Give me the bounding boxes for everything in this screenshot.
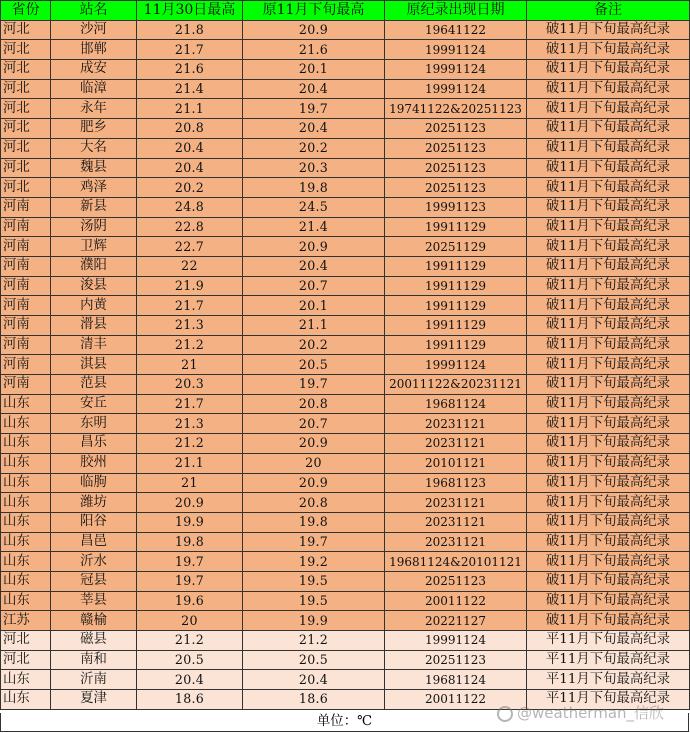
cell-note: 破11月下旬最高纪录: [527, 591, 690, 611]
table-row: [1, 217, 690, 237]
cell-prev-record: 20.3: [243, 158, 385, 178]
cell-record-date: 20251123: [385, 650, 527, 670]
cell-record-date: 19681124: [385, 670, 527, 690]
cell-record-date: 19681124: [385, 394, 527, 414]
cell-record-date: 19991124: [385, 631, 527, 651]
table-row: [1, 394, 690, 414]
cell-prev-record: 19.7: [243, 99, 385, 119]
table-row: [1, 60, 690, 80]
cell-province: 河南: [1, 197, 51, 217]
cell-prev-record: 24.5: [243, 197, 385, 217]
cell-nov30-max: 21.1: [137, 99, 243, 119]
header-row: [1, 1, 690, 21]
cell-record-date: 19991124: [385, 40, 527, 60]
cell-station: 临朐: [51, 473, 137, 493]
table-row: [1, 611, 690, 631]
table-row: [1, 650, 690, 670]
cell-station: 赣榆: [51, 611, 137, 631]
cell-province: 河北: [1, 79, 51, 99]
cell-note: 破11月下旬最高纪录: [527, 217, 690, 237]
cell-station: 东明: [51, 414, 137, 434]
table-row: [1, 79, 690, 99]
cell-station: 清丰: [51, 335, 137, 355]
cell-nov30-max: 20.3: [137, 375, 243, 395]
cell-station: 滑县: [51, 316, 137, 336]
cell-prev-record: 21.1: [243, 316, 385, 336]
cell-nov30-max: 19.8: [137, 532, 243, 552]
cell-station: 冠县: [51, 571, 137, 591]
cell-prev-record: 19.9: [243, 611, 385, 631]
cell-station: 邯郸: [51, 40, 137, 60]
cell-prev-record: 20.9: [243, 473, 385, 493]
cell-note: 破11月下旬最高纪录: [527, 296, 690, 316]
cell-nov30-max: 20.8: [137, 119, 243, 139]
cell-record-date: 20251123: [385, 138, 527, 158]
cell-prev-record: 20.4: [243, 119, 385, 139]
cell-province: 河北: [1, 631, 51, 651]
cell-province: 河南: [1, 256, 51, 276]
cell-province: 河北: [1, 138, 51, 158]
cell-record-date: 20251123: [385, 178, 527, 198]
cell-record-date: 19741122&20251123: [385, 99, 527, 119]
cell-record-date: 20231121: [385, 414, 527, 434]
cell-record-date: 19991124: [385, 79, 527, 99]
cell-prev-record: 20.5: [243, 355, 385, 375]
cell-province: 河南: [1, 316, 51, 336]
table-row: [1, 512, 690, 532]
cell-province: 河南: [1, 276, 51, 296]
cell-note: 破11月下旬最高纪录: [527, 473, 690, 493]
cell-record-date: 19911129: [385, 276, 527, 296]
cell-province: 河北: [1, 60, 51, 80]
table-row: [1, 197, 690, 217]
cell-station: 永年: [51, 99, 137, 119]
cell-prev-record: 20.4: [243, 256, 385, 276]
cell-nov30-max: 22.8: [137, 217, 243, 237]
cell-note: 破11月下旬最高纪录: [527, 99, 690, 119]
cell-nov30-max: 21.2: [137, 631, 243, 651]
cell-record-date: 20011122: [385, 690, 527, 710]
cell-station: 汤阴: [51, 217, 137, 237]
cell-station: 成安: [51, 60, 137, 80]
table-row: [1, 670, 690, 690]
cell-record-date: 20011122&20231121: [385, 375, 527, 395]
cell-prev-record: 18.6: [243, 690, 385, 710]
cell-nov30-max: 21.1: [137, 453, 243, 473]
cell-nov30-max: 21.6: [137, 60, 243, 80]
cell-prev-record: 20.8: [243, 394, 385, 414]
cell-note: 破11月下旬最高纪录: [527, 453, 690, 473]
cell-nov30-max: 20.9: [137, 493, 243, 513]
cell-record-date: 19911129: [385, 335, 527, 355]
col-header-province: 省份: [1, 1, 51, 21]
cell-record-date: 19911129: [385, 296, 527, 316]
cell-station: 新县: [51, 197, 137, 217]
cell-note: 破11月下旬最高纪录: [527, 119, 690, 139]
cell-province: 河南: [1, 335, 51, 355]
cell-province: 山东: [1, 670, 51, 690]
cell-record-date: 19911129: [385, 256, 527, 276]
cell-prev-record: 19.5: [243, 571, 385, 591]
table-row: [1, 355, 690, 375]
table-row: [1, 296, 690, 316]
cell-station: 沂南: [51, 670, 137, 690]
cell-nov30-max: 19.7: [137, 571, 243, 591]
cell-nov30-max: 20.4: [137, 670, 243, 690]
cell-record-date: 20231121: [385, 493, 527, 513]
cell-station: 潍坊: [51, 493, 137, 513]
cell-record-date: 20011122: [385, 591, 527, 611]
cell-record-date: 19681124&20101121: [385, 552, 527, 572]
cell-record-date: 19991124: [385, 60, 527, 80]
cell-province: 河北: [1, 119, 51, 139]
cell-note: 破11月下旬最高纪录: [527, 276, 690, 296]
cell-record-date: 19681123: [385, 473, 527, 493]
cell-station: 安丘: [51, 394, 137, 414]
cell-nov30-max: 20.4: [137, 158, 243, 178]
cell-station: 浚县: [51, 276, 137, 296]
table-row: [1, 532, 690, 552]
cell-station: 夏津: [51, 690, 137, 710]
cell-province: 江苏: [1, 611, 51, 631]
cell-note: 平11月下旬最高纪录: [527, 650, 690, 670]
cell-note: 破11月下旬最高纪录: [527, 316, 690, 336]
cell-prev-record: 20.1: [243, 296, 385, 316]
cell-station: 莘县: [51, 591, 137, 611]
cell-note: 破11月下旬最高纪录: [527, 552, 690, 572]
cell-province: 山东: [1, 473, 51, 493]
cell-note: 破11月下旬最高纪录: [527, 611, 690, 631]
col-header-station: 站名: [51, 1, 137, 21]
cell-nov30-max: 21.2: [137, 434, 243, 454]
cell-note: 平11月下旬最高纪录: [527, 690, 690, 710]
cell-record-date: 20231121: [385, 512, 527, 532]
cell-record-date: 19991123: [385, 197, 527, 217]
cell-prev-record: 20.2: [243, 335, 385, 355]
cell-province: 山东: [1, 591, 51, 611]
table-body: [1, 20, 690, 709]
cell-nov30-max: 18.6: [137, 690, 243, 710]
cell-province: 河北: [1, 650, 51, 670]
cell-note: 破11月下旬最高纪录: [527, 394, 690, 414]
cell-prev-record: 21.4: [243, 217, 385, 237]
cell-record-date: 20231121: [385, 434, 527, 454]
cell-prev-record: 21.2: [243, 631, 385, 651]
cell-record-date: 20251123: [385, 119, 527, 139]
table-row: [1, 335, 690, 355]
cell-note: 破11月下旬最高纪录: [527, 532, 690, 552]
cell-prev-record: 20.4: [243, 670, 385, 690]
cell-nov30-max: 21: [137, 355, 243, 375]
cell-note: 破11月下旬最高纪录: [527, 60, 690, 80]
cell-nov30-max: 24.8: [137, 197, 243, 217]
cell-record-date: 20221127: [385, 611, 527, 631]
cell-province: 河北: [1, 40, 51, 60]
cell-nov30-max: 21.2: [137, 335, 243, 355]
cell-note: 破11月下旬最高纪录: [527, 335, 690, 355]
cell-prev-record: 19.7: [243, 532, 385, 552]
cell-prev-record: 19.7: [243, 375, 385, 395]
cell-province: 河南: [1, 375, 51, 395]
cell-nov30-max: 19.9: [137, 512, 243, 532]
table-row: [1, 552, 690, 572]
cell-record-date: 19911129: [385, 316, 527, 336]
table-row: [1, 276, 690, 296]
col-header-record-date: 原纪录出现日期: [385, 1, 527, 21]
cell-prev-record: 20.7: [243, 414, 385, 434]
cell-station: 阳谷: [51, 512, 137, 532]
table-row: [1, 631, 690, 651]
cell-province: 河南: [1, 355, 51, 375]
cell-station: 临漳: [51, 79, 137, 99]
cell-province: 山东: [1, 532, 51, 552]
cell-station: 南和: [51, 650, 137, 670]
table-row: [1, 237, 690, 257]
cell-nov30-max: 21.3: [137, 316, 243, 336]
cell-nov30-max: 21.7: [137, 40, 243, 60]
cell-province: 河南: [1, 237, 51, 257]
cell-province: 河北: [1, 20, 51, 40]
cell-prev-record: 20.2: [243, 138, 385, 158]
cell-province: 河北: [1, 99, 51, 119]
cell-prev-record: 20.8: [243, 493, 385, 513]
cell-record-date: 20251123: [385, 571, 527, 591]
cell-nov30-max: 21.4: [137, 79, 243, 99]
cell-station: 沂水: [51, 552, 137, 572]
cell-station: 淇县: [51, 355, 137, 375]
table-row: [1, 473, 690, 493]
cell-record-date: 20251129: [385, 237, 527, 257]
cell-nov30-max: 20.4: [137, 138, 243, 158]
cell-station: 磁县: [51, 631, 137, 651]
col-header-note: 备注: [527, 1, 690, 21]
table-row: [1, 375, 690, 395]
cell-note: 平11月下旬最高纪录: [527, 670, 690, 690]
cell-prev-record: 20.1: [243, 60, 385, 80]
cell-prev-record: 19.8: [243, 512, 385, 532]
cell-nov30-max: 21.3: [137, 414, 243, 434]
cell-record-date: 20231121: [385, 532, 527, 552]
cell-nov30-max: 20.5: [137, 650, 243, 670]
cell-prev-record: 20: [243, 453, 385, 473]
cell-province: 山东: [1, 690, 51, 710]
cell-station: 内黄: [51, 296, 137, 316]
cell-nov30-max: 20: [137, 611, 243, 631]
cell-province: 河南: [1, 217, 51, 237]
cell-record-date: 20251123: [385, 158, 527, 178]
cell-nov30-max: 21: [137, 473, 243, 493]
cell-station: 范县: [51, 375, 137, 395]
table-row: [1, 158, 690, 178]
cell-note: 破11月下旬最高纪录: [527, 197, 690, 217]
cell-nov30-max: 19.6: [137, 591, 243, 611]
cell-province: 山东: [1, 571, 51, 591]
col-header-prev-record: 原11月下旬最高: [243, 1, 385, 21]
cell-note: 破11月下旬最高纪录: [527, 178, 690, 198]
cell-province: 河北: [1, 158, 51, 178]
cell-note: 破11月下旬最高纪录: [527, 571, 690, 591]
cell-note: 破11月下旬最高纪录: [527, 256, 690, 276]
cell-station: 大名: [51, 138, 137, 158]
cell-note: 破11月下旬最高纪录: [527, 434, 690, 454]
table-row: [1, 591, 690, 611]
cell-station: 昌乐: [51, 434, 137, 454]
cell-nov30-max: 21.7: [137, 394, 243, 414]
cell-station: 昌邑: [51, 532, 137, 552]
cell-note: 破11月下旬最高纪录: [527, 158, 690, 178]
cell-province: 山东: [1, 493, 51, 513]
cell-note: 破11月下旬最高纪录: [527, 79, 690, 99]
watermark-text: @weatherman_信欣: [517, 704, 665, 722]
cell-record-date: 19911129: [385, 217, 527, 237]
table-row: [1, 99, 690, 119]
cell-province: 山东: [1, 512, 51, 532]
cell-station: 肥乡: [51, 119, 137, 139]
cell-nov30-max: 21.9: [137, 276, 243, 296]
table-row: [1, 571, 690, 591]
cell-province: 河北: [1, 178, 51, 198]
cell-prev-record: 21.6: [243, 40, 385, 60]
cell-record-date: 20101121: [385, 453, 527, 473]
col-header-nov30-max: 11月30日最高: [137, 1, 243, 21]
cell-note: 破11月下旬最高纪录: [527, 493, 690, 513]
cell-nov30-max: 21.7: [137, 296, 243, 316]
table-row: [1, 316, 690, 336]
table-row: [1, 138, 690, 158]
cell-province: 山东: [1, 394, 51, 414]
cell-station: 鸡泽: [51, 178, 137, 198]
cell-prev-record: 20.7: [243, 276, 385, 296]
cell-note: 破11月下旬最高纪录: [527, 237, 690, 257]
cell-prev-record: 20.9: [243, 434, 385, 454]
table-row: [1, 493, 690, 513]
cell-note: 破11月下旬最高纪录: [527, 414, 690, 434]
cell-province: 山东: [1, 414, 51, 434]
cell-prev-record: 20.5: [243, 650, 385, 670]
cell-note: 破11月下旬最高纪录: [527, 512, 690, 532]
cell-note: 破11月下旬最高纪录: [527, 40, 690, 60]
cell-note: 破11月下旬最高纪录: [527, 375, 690, 395]
cell-prev-record: 19.5: [243, 591, 385, 611]
cell-nov30-max: 19.7: [137, 552, 243, 572]
table-row: [1, 453, 690, 473]
cell-station: 魏县: [51, 158, 137, 178]
table-row: [1, 690, 690, 710]
table-row: [1, 414, 690, 434]
unit-footer: 单位：℃: [0, 713, 689, 732]
cell-province: 河南: [1, 296, 51, 316]
cell-station: 沙河: [51, 20, 137, 40]
cell-nov30-max: 22.7: [137, 237, 243, 257]
table-row: [1, 119, 690, 139]
cell-prev-record: 20.4: [243, 79, 385, 99]
cell-record-date: 19641122: [385, 20, 527, 40]
cell-nov30-max: 21.8: [137, 20, 243, 40]
cell-note: 破11月下旬最高纪录: [527, 20, 690, 40]
cell-prev-record: 20.9: [243, 20, 385, 40]
cell-nov30-max: 20.2: [137, 178, 243, 198]
cell-nov30-max: 22: [137, 256, 243, 276]
cell-prev-record: 19.2: [243, 552, 385, 572]
cell-prev-record: 19.8: [243, 178, 385, 198]
table-row: [1, 40, 690, 60]
cell-province: 山东: [1, 434, 51, 454]
cell-note: 破11月下旬最高纪录: [527, 138, 690, 158]
cell-station: 胶州: [51, 453, 137, 473]
cell-prev-record: 20.9: [243, 237, 385, 257]
cell-station: 濮阳: [51, 256, 137, 276]
cell-province: 山东: [1, 453, 51, 473]
cell-record-date: 19991124: [385, 355, 527, 375]
table-row: [1, 178, 690, 198]
table-row: [1, 434, 690, 454]
cell-station: 卫辉: [51, 237, 137, 257]
table-row: [1, 20, 690, 40]
cell-note: 破11月下旬最高纪录: [527, 355, 690, 375]
cell-note: 平11月下旬最高纪录: [527, 631, 690, 651]
cell-province: 山东: [1, 552, 51, 572]
table-row: [1, 256, 690, 276]
